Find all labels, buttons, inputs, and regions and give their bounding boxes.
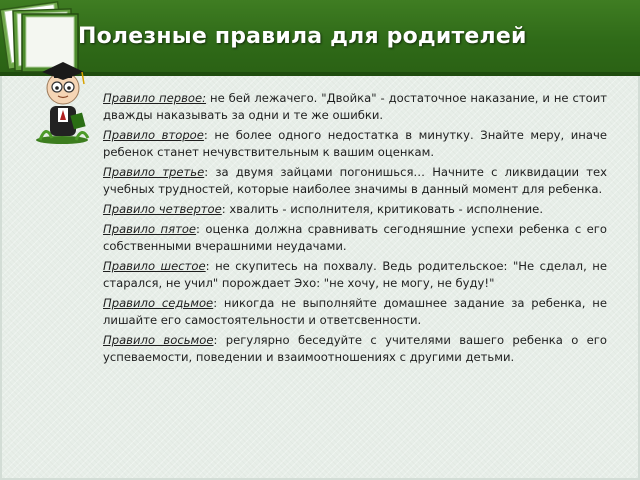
rule-item xyxy=(103,164,607,198)
rule-item xyxy=(103,201,607,218)
rule-text: не бей лежачего. "Двойка" - достаточное наказание, и не стоит дважды наказывать за одни и те же ошибки. xyxy=(103,91,608,122)
rule-item xyxy=(103,332,607,366)
rule-item xyxy=(103,90,607,124)
rule-item xyxy=(103,221,607,255)
rule-title: Правило четвертое xyxy=(103,202,222,216)
page-title: Полезные правила для родителей xyxy=(78,24,527,49)
header-stripe xyxy=(0,72,640,76)
rule-title: Правило пятое xyxy=(103,222,197,236)
rule-text: : оценка должна сравнивать сегодняшние успехи ребенка с его собственными вчерашними неудачами. xyxy=(103,222,607,253)
rule-text: : не скупитесь на похвалу. Ведь родительское: "Не сделал, не старался, не учил" порождает Эхо: "не хочу, не могу, не буду!" xyxy=(103,259,607,290)
rule-text: : хвалить - исполнителя, критиковать - исполнение. xyxy=(221,202,544,216)
rules-list xyxy=(103,90,607,369)
rule-text: : за двумя зайцами погонишься… Начните с ликвидации тех учебных трудностей, которые наиболее значимы в данный момент для ребенка. xyxy=(103,165,607,196)
rule-text: : регулярно беседуйте с учителями вашего ребенка о его успеваемости, поведении и взаимоотношениях с другими детьми. xyxy=(103,333,607,364)
rule-title: Правило третье xyxy=(103,165,205,179)
graduate-mascot-icon xyxy=(32,54,94,146)
rule-title: Правило шестое xyxy=(103,259,206,273)
rule-text: : не более одного недостатка в минутку. Знайте меру, иначе ребенок станет нечувствительным к вашим оценкам. xyxy=(103,128,607,159)
rule-title: Правило второе xyxy=(103,128,204,142)
rule-text: : никогда не выполняйте домашнее задание за ребенка, не лишайте его самостоятельности и ответсвенности. xyxy=(103,296,607,327)
rule-title: Правило первое: xyxy=(103,91,207,105)
rule-item xyxy=(103,295,607,329)
rule-item xyxy=(103,258,607,292)
rule-item xyxy=(103,127,607,161)
rule-title: Правило седьмое xyxy=(103,296,214,310)
rule-title: Правило восьмое xyxy=(103,333,214,347)
